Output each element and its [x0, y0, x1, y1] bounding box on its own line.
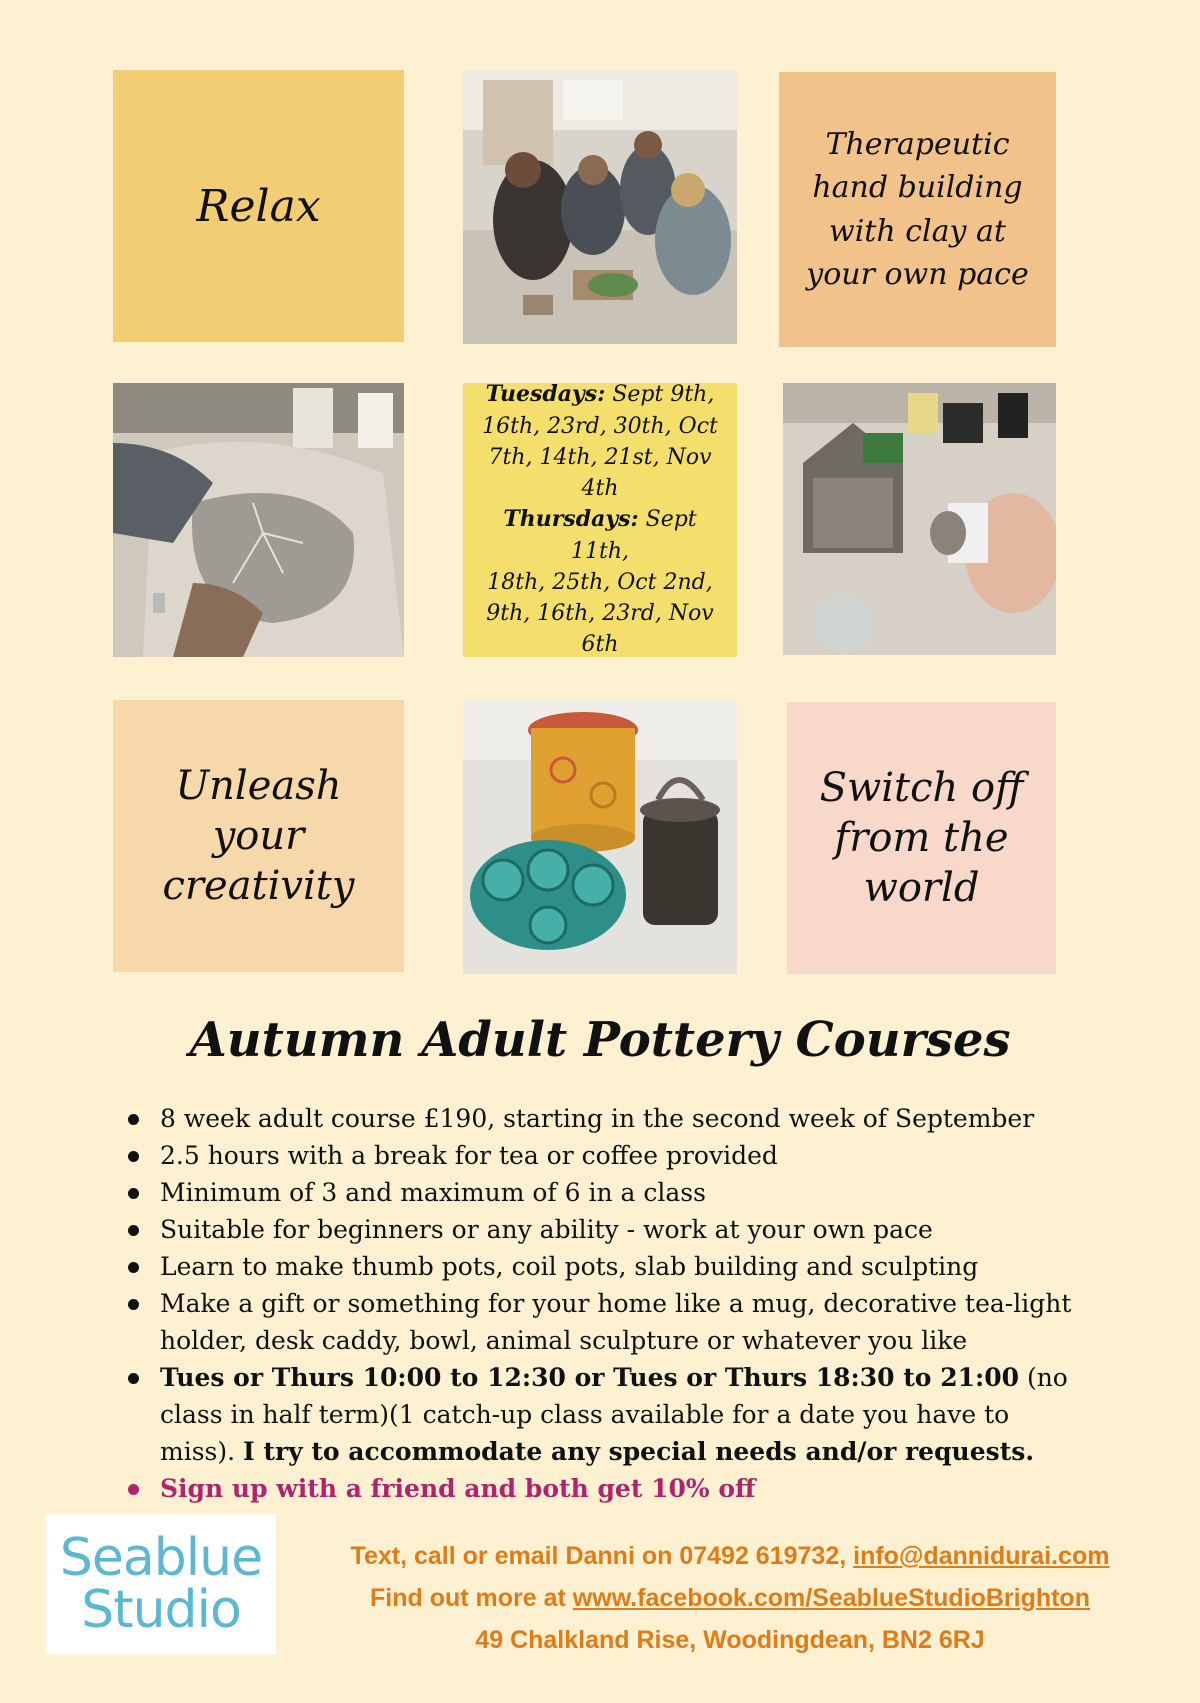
studio-class-photo	[463, 70, 737, 344]
list-item-times	[120, 1359, 1080, 1470]
list-item: Make a gift or something for your home like a mug, decorative tea-light holder, desk caddy, bowl, animal sculpture or whatever you like	[120, 1285, 1080, 1359]
tuesdays-dates-2: 16th, 23rd, 30th, Oct	[482, 413, 718, 439]
tile-relax	[113, 70, 404, 342]
unleash-line-1: Unleash	[175, 763, 342, 809]
therapeutic-line-2: hand building	[812, 170, 1023, 205]
switch-line-1: Switch off	[819, 765, 1024, 811]
glaze-painting-photo	[783, 383, 1056, 655]
email-link[interactable]: info@dannidurai.com	[853, 1542, 1110, 1570]
logo-line-1: Seablue	[59, 1528, 263, 1588]
page-title: Autumn Adult Pottery Courses	[189, 1012, 1011, 1068]
list-item: Minimum of 3 and maximum of 6 in a class	[120, 1174, 1080, 1211]
thursdays-dates-2: 18th, 25th, Oct 2nd,	[487, 569, 713, 595]
contact-block	[290, 1535, 1170, 1661]
tuesdays-dates-1: Sept 9th,	[605, 382, 715, 408]
relax-text: Relax	[196, 180, 321, 232]
tile-switch-off	[787, 702, 1056, 974]
list-item: Learn to make thumb pots, coil pots, slab building and sculpting	[120, 1248, 1080, 1285]
thursdays-dates-1: Sept 11th,	[571, 507, 697, 564]
unleash-line-3: creativity	[162, 863, 355, 909]
times-bold: Tues or Thurs 10:00 to 12:30 or Tues or Thurs 18:30 to 21:00	[160, 1363, 1019, 1392]
tuesdays-label: Tuesdays:	[485, 381, 606, 408]
course-details-list	[120, 1100, 1080, 1507]
therapeutic-line-1: Therapeutic	[825, 126, 1010, 162]
list-item: 8 week adult course £190, starting in the second week of September	[120, 1100, 1080, 1137]
facebook-link[interactable]: www.facebook.com/SeablueStudioBrighton	[572, 1584, 1090, 1612]
times-normal: (no class in half term)(1 catch-up class available for a date you have to miss).	[160, 1363, 1068, 1466]
contact-line-2: Find out more at	[370, 1584, 573, 1612]
list-item: Suitable for beginners or any ability - work at your own pace	[120, 1211, 1080, 1248]
switch-line-2: from the	[834, 815, 1009, 861]
coil-pots-photo	[463, 700, 737, 974]
switch-line-3: world	[863, 865, 980, 911]
therapeutic-line-4: your own pace	[806, 257, 1029, 292]
logo-line-2: Studio	[81, 1580, 241, 1640]
therapeutic-line-3: with clay at	[829, 213, 1006, 249]
thursdays-label: Thursdays:	[503, 506, 639, 533]
tile-schedule	[463, 383, 737, 657]
clay-carving-photo	[113, 383, 404, 657]
list-item: 2.5 hours with a break for tea or coffee provided	[120, 1137, 1080, 1174]
tuesdays-dates-3: 7th, 14th, 21st, Nov 4th	[488, 444, 712, 502]
tile-unleash	[113, 700, 404, 972]
thursdays-dates-3: 9th, 16th, 23rd, Nov 6th	[486, 601, 714, 658]
contact-line-1: Text, call or email Danni on 07492 619732,	[350, 1542, 854, 1570]
times-bold-end: I try to accommodate any special needs and/or requests.	[243, 1437, 1035, 1466]
tile-therapeutic	[779, 72, 1056, 347]
unleash-line-2: your	[212, 813, 305, 859]
seablue-studio-logo	[46, 1514, 276, 1654]
offer-item: Sign up with a friend and both get 10% off	[120, 1470, 1080, 1507]
address: 49 Chalkland Rise, Woodingdean, BN2 6RJ	[475, 1626, 985, 1654]
